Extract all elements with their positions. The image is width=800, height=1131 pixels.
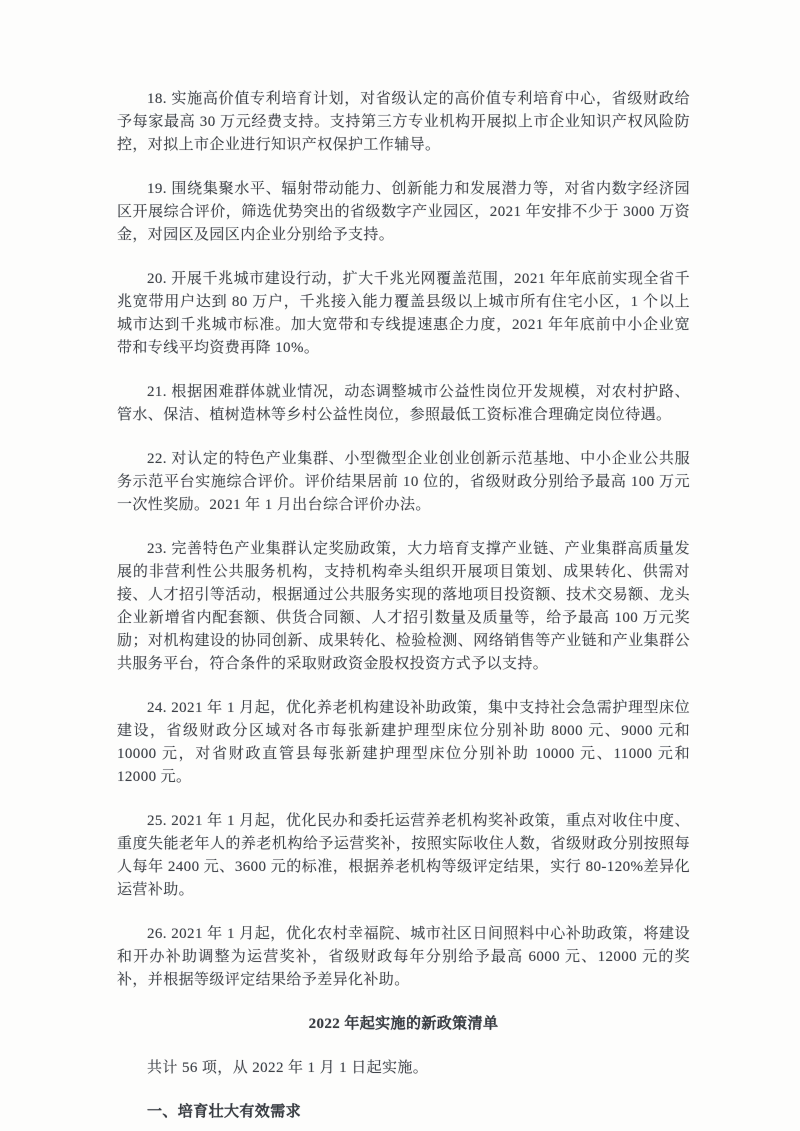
policy-item-22: 22. 对认定的特色产业集群、小型微型企业创业创新示范基地、中小企业公共服务示范平台实施综合评价。评价结果居前 10 位的，省级财政分别给予最高 100 万元一次性奖励。2021 年 1 月出台综合评价办法。 [117,451,690,513]
policy-item-19: 19. 围绕集聚水平、辐射带动能力、创新能力和发展潜力等，对省内数字经济园区开展综合评价，筛选优势突出的省级数字产业园区，2021 年安排不少于 3000 万资金，对园区及园区内企业分别给予支持。 [117,181,690,243]
policy-count-summary: 共计 56 项，从 2022 年 1 月 1 日起实施。 [147,1060,429,1076]
policy-item-26: 26. 2021 年 1 月起，优化农村幸福院、城市社区日间照料中心补助政策，将建设和开办补助调整为运营奖补，省级财政每年分别给予最高 6000 元、12000 元的奖补，并根据等级评定结果给予差异化补助。 [117,926,690,988]
policy-item-25: 25. 2021 年 1 月起，优化民办和委托运营养老机构奖补政策，重点对收住中度、重度失能老年人的养老机构给予运营奖补，按照实际收住人数，省级财政分别按照每人每年 2400 元、3600 元的标准，根据养老机构等级评定结果，实行 80-120%差异化运营补助。 [117,813,690,898]
policy-item-18: 18. 实施高价值专利培育计划，对省级认定的高价值专利培育中心，省级财政给予每家最高 30 万元经费支持。支持第三方专业机构开展拟上市企业知识产权风险防控，对拟上市企业进行知识产权保护工作辅导。 [117,91,690,153]
new-policy-list-title: 2022 年起实施的新政策清单 [308,1016,499,1032]
policy-item-21: 21. 根据困难群体就业情况，动态调整城市公益性岗位开发规模，对农村护路、管水、保洁、植树造林等乡村公益性岗位，参照最低工资标准合理确定岗位待遇。 [117,384,690,423]
section-heading-demand: 一、培育壮大有效需求 [147,1104,302,1120]
policy-item-23: 23. 完善特色产业集群认定奖励政策，大力培育支撑产业链、产业集群高质量发展的非营利性公共服务机构，支持机构牵头组织开展项目策划、成果转化、供需对接、人才招引等活动，根据通过公共服务实现的落地项目投资额、技术交易额、龙头企业新增省内配套额、供货合同额、人才招引数量及质量等，给予最高 100 万元奖励；对机构建设的协同创新、成果转化、检验检测、网络销售等产业链和产业集群公共服务平台，符合条件的采取财政资金股权投资方式予以支持。 [117,541,690,672]
policy-item-24: 24. 2021 年 1 月起，优化养老机构建设补助政策，集中支持社会急需护理型床位建设，省级财政分区域对各市每张新建护理型床位分别补助 8000 元、9000 元和 10000 元，对省财政直管县每张新建护理型床位分别补助 10000 元、11000 元和 12000 元。 [117,700,690,785]
policy-item-20: 20. 开展千兆城市建设行动，扩大千兆光网覆盖范围，2021 年年底前实现全省千兆宽带用户达到 80 万户，千兆接入能力覆盖县级以上城市所有住宅小区，1 个以上城市达到千兆城市标准。加大宽带和专线提速惠企力度，2021 年年底前中小企业宽带和专线平均资费再降 10%。 [117,271,690,356]
